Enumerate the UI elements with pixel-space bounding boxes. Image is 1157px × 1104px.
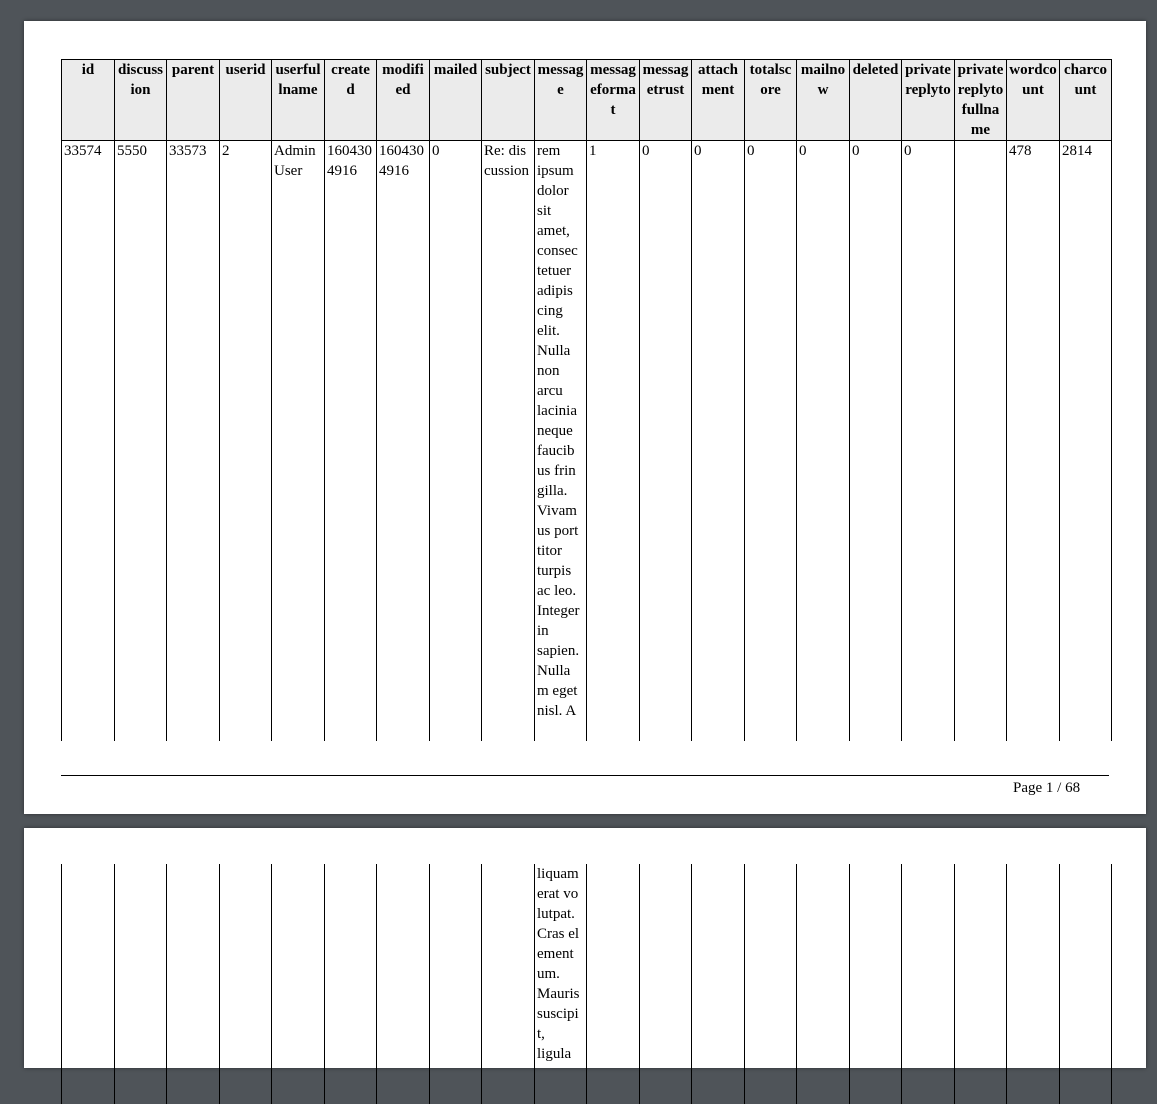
cell-id: 33574 bbox=[62, 141, 115, 742]
cell-discussion: 5550 bbox=[115, 141, 167, 742]
column-header-id: id bbox=[62, 60, 115, 141]
cell-subject bbox=[482, 864, 535, 1104]
column-header-created: created bbox=[325, 60, 377, 141]
cell-privatereplytofullname bbox=[955, 141, 1007, 742]
column-header-privatereplytofullname: privatereplytofullname bbox=[955, 60, 1007, 141]
cell-messageformat bbox=[587, 864, 640, 1104]
cell-charcount: 2814 bbox=[1060, 141, 1112, 742]
column-header-subject: subject bbox=[482, 60, 535, 141]
column-header-messagetrust: messagetrust bbox=[640, 60, 692, 141]
cell-parent bbox=[167, 864, 220, 1104]
cell-created bbox=[325, 864, 377, 1104]
cell-privatereplytofullname bbox=[955, 864, 1007, 1104]
cell-attachment: 0 bbox=[692, 141, 745, 742]
column-header-parent: parent bbox=[167, 60, 220, 141]
column-header-privatereplyto: privatereplyto bbox=[902, 60, 955, 141]
cell-privatereplyto: 0 bbox=[902, 141, 955, 742]
cell-deleted: 0 bbox=[850, 141, 902, 742]
cell-wordcount: 478 bbox=[1007, 141, 1060, 742]
cell-parent: 33573 bbox=[167, 141, 220, 742]
cell-wordcount bbox=[1007, 864, 1060, 1104]
cell-created: 1604304916 bbox=[325, 141, 377, 742]
column-header-userfullname: userfullname bbox=[272, 60, 325, 141]
cell-mailed: 0 bbox=[430, 141, 482, 742]
column-header-mailed: mailed bbox=[430, 60, 482, 141]
cell-attachment bbox=[692, 864, 745, 1104]
cell-mailnow: 0 bbox=[797, 141, 850, 742]
cell-deleted bbox=[850, 864, 902, 1104]
column-header-totalscore: totalscore bbox=[745, 60, 797, 141]
cell-charcount bbox=[1060, 864, 1112, 1104]
cell-totalscore: 0 bbox=[745, 141, 797, 742]
cell-id bbox=[62, 864, 115, 1104]
cell-modified: 1604304916 bbox=[377, 141, 430, 742]
cell-messagetrust bbox=[640, 864, 692, 1104]
column-header-attachment: attachment bbox=[692, 60, 745, 141]
cell-messageformat: 1 bbox=[587, 141, 640, 742]
table-header-row bbox=[62, 60, 1112, 141]
table-row bbox=[62, 864, 1112, 1104]
cell-modified bbox=[377, 864, 430, 1104]
cell-totalscore bbox=[745, 864, 797, 1104]
cell-mailnow bbox=[797, 864, 850, 1104]
cell-mailed bbox=[430, 864, 482, 1104]
column-header-wordcount: wordcount bbox=[1007, 60, 1060, 141]
cell-userid: 2 bbox=[220, 141, 272, 742]
cell-userfullname bbox=[272, 864, 325, 1104]
cell-discussion bbox=[115, 864, 167, 1104]
footer-divider bbox=[61, 775, 1109, 776]
pdf-page-1 bbox=[24, 21, 1146, 814]
cell-subject: Re: discussion bbox=[482, 141, 535, 742]
column-header-message: message bbox=[535, 60, 587, 141]
cell-userfullname: Admin User bbox=[272, 141, 325, 742]
cell-messagetrust: 0 bbox=[640, 141, 692, 742]
column-header-mailnow: mailnow bbox=[797, 60, 850, 141]
cell-privatereplyto bbox=[902, 864, 955, 1104]
table-row bbox=[62, 141, 1112, 742]
cell-userid bbox=[220, 864, 272, 1104]
cell-message: liquam erat vo lutpat. Cras el ement um. Mauris suscipi t, ligula bbox=[535, 864, 587, 1104]
cell-message: rem ipsum dolor sit amet, consec tetuer adipis cing elit. Nulla non arcu lacinia neque faucib us frin gilla. Vivam us port titor turpis ac leo. Integer in sapien. Nulla m eget nisl. A bbox=[535, 141, 587, 742]
column-header-modified: modified bbox=[377, 60, 430, 141]
pdf-page-2 bbox=[24, 828, 1146, 1068]
column-header-discussion: discussion bbox=[115, 60, 167, 141]
column-header-userid: userid bbox=[220, 60, 272, 141]
forum-posts-table-continued bbox=[61, 864, 1112, 1104]
forum-posts-table bbox=[61, 59, 1112, 741]
column-header-deleted: deleted bbox=[850, 60, 902, 141]
column-header-charcount: charcount bbox=[1060, 60, 1112, 141]
page-number: Page 1 / 68 bbox=[1013, 780, 1081, 796]
column-header-messageformat: messageformat bbox=[587, 60, 640, 141]
